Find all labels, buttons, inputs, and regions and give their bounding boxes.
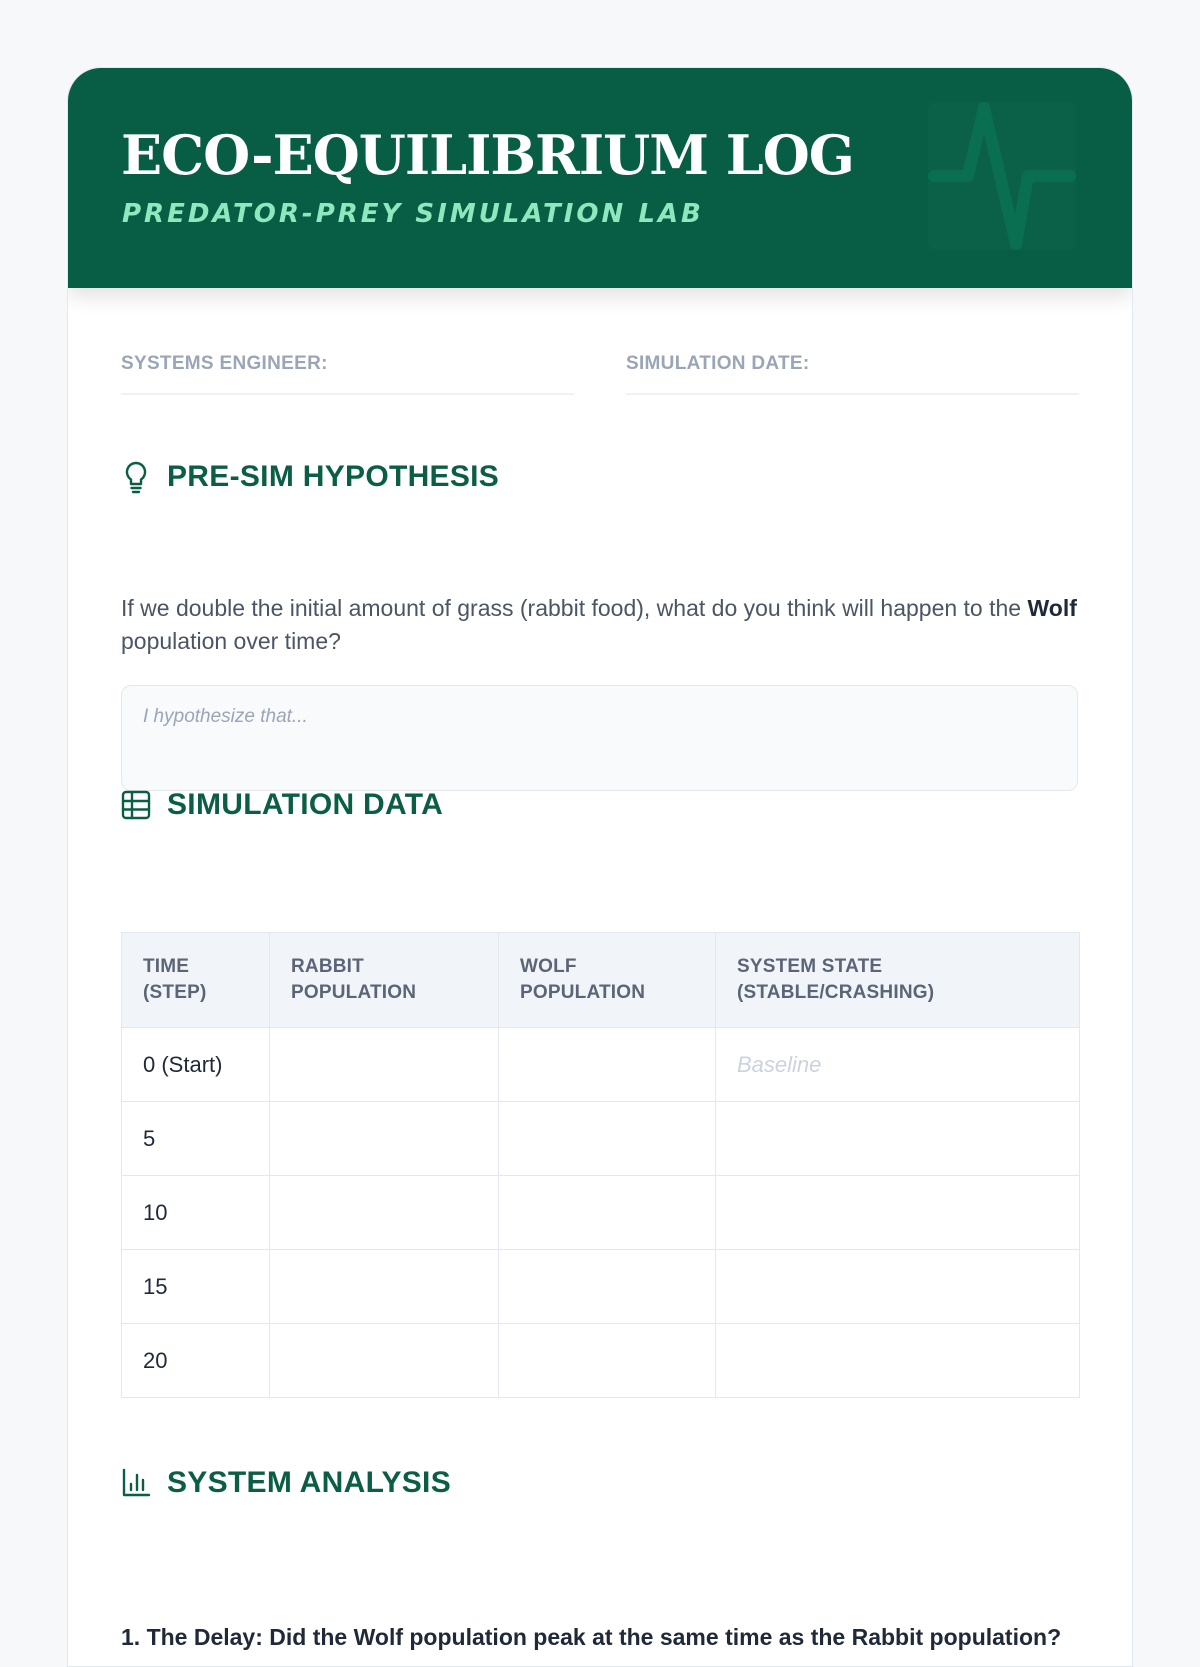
- systems-engineer-field[interactable]: [121, 353, 574, 395]
- time-cell: 5: [122, 1102, 270, 1176]
- time-cell: 20: [122, 1324, 270, 1398]
- rabbit-cell[interactable]: [270, 1324, 499, 1398]
- hypothesis-heading-label: PRE-SIM HYPOTHESIS: [167, 460, 500, 493]
- worksheet-header: [68, 68, 1132, 288]
- table-icon: [121, 790, 151, 820]
- hypothesis-prompt: If we double the initial amount of grass (rabbit food), what do you think will happen to the Wolf population over time?: [121, 595, 1077, 654]
- column-header-rabbit: RABBIT POPULATION: [270, 933, 499, 1028]
- simulation-data-table: [121, 932, 1080, 1398]
- simulation-date-field[interactable]: [626, 353, 1079, 395]
- table-row: [122, 1028, 1080, 1102]
- meta-row: [121, 353, 1079, 393]
- rabbit-cell[interactable]: [270, 1250, 499, 1324]
- simulation-data-heading-label: SIMULATION DATA: [167, 788, 444, 821]
- rabbit-cell[interactable]: [270, 1102, 499, 1176]
- state-cell[interactable]: Baseline: [716, 1028, 1080, 1102]
- lightbulb-icon: [121, 460, 151, 494]
- state-cell[interactable]: [716, 1176, 1080, 1250]
- table-row: [122, 1176, 1080, 1250]
- hypothesis-input[interactable]: [121, 685, 1078, 791]
- system-analysis-heading: [121, 1466, 451, 1500]
- worksheet-card: [67, 67, 1133, 1667]
- state-cell[interactable]: [716, 1324, 1080, 1398]
- state-cell[interactable]: [716, 1250, 1080, 1324]
- column-header-time: TIME (STEP): [122, 933, 270, 1028]
- simulation-data-heading: [121, 788, 443, 822]
- table-row: [122, 1324, 1080, 1398]
- wolf-cell[interactable]: [499, 1176, 716, 1250]
- table-header-row: [122, 933, 1080, 1028]
- wolf-cell[interactable]: [499, 1324, 716, 1398]
- wolf-cell[interactable]: [499, 1102, 716, 1176]
- column-header-wolf: WOLF POPULATION: [499, 933, 716, 1028]
- rabbit-cell[interactable]: [270, 1176, 499, 1250]
- time-cell: 10: [122, 1176, 270, 1250]
- system-analysis-heading-label: SYSTEM ANALYSIS: [167, 1466, 452, 1499]
- simulation-date-label: SIMULATION DATE:: [626, 353, 810, 374]
- hypothesis-heading: [121, 460, 499, 494]
- pulse-icon: [928, 102, 1076, 250]
- time-cell: 15: [122, 1250, 270, 1324]
- bar-chart-icon: [121, 1468, 151, 1498]
- state-cell[interactable]: [716, 1102, 1080, 1176]
- rabbit-cell[interactable]: [270, 1028, 499, 1102]
- page-title: ECO-EQUILIBRIUM LOG: [121, 123, 854, 187]
- wolf-cell[interactable]: [499, 1250, 716, 1324]
- page-subtitle: PREDATOR-PREY SIMULATION LAB: [122, 199, 704, 229]
- table-row: [122, 1250, 1080, 1324]
- time-cell: 0 (Start): [122, 1028, 270, 1102]
- systems-engineer-label: SYSTEMS ENGINEER:: [121, 353, 328, 374]
- table-row: [122, 1102, 1080, 1176]
- analysis-question-1: 1. The Delay: Did the Wolf population peak at the same time as the Rabbit population?: [121, 1624, 1062, 1650]
- wolf-cell[interactable]: [499, 1028, 716, 1102]
- column-header-system-state: SYSTEM STATE (STABLE/CRASHING): [716, 933, 1080, 1028]
